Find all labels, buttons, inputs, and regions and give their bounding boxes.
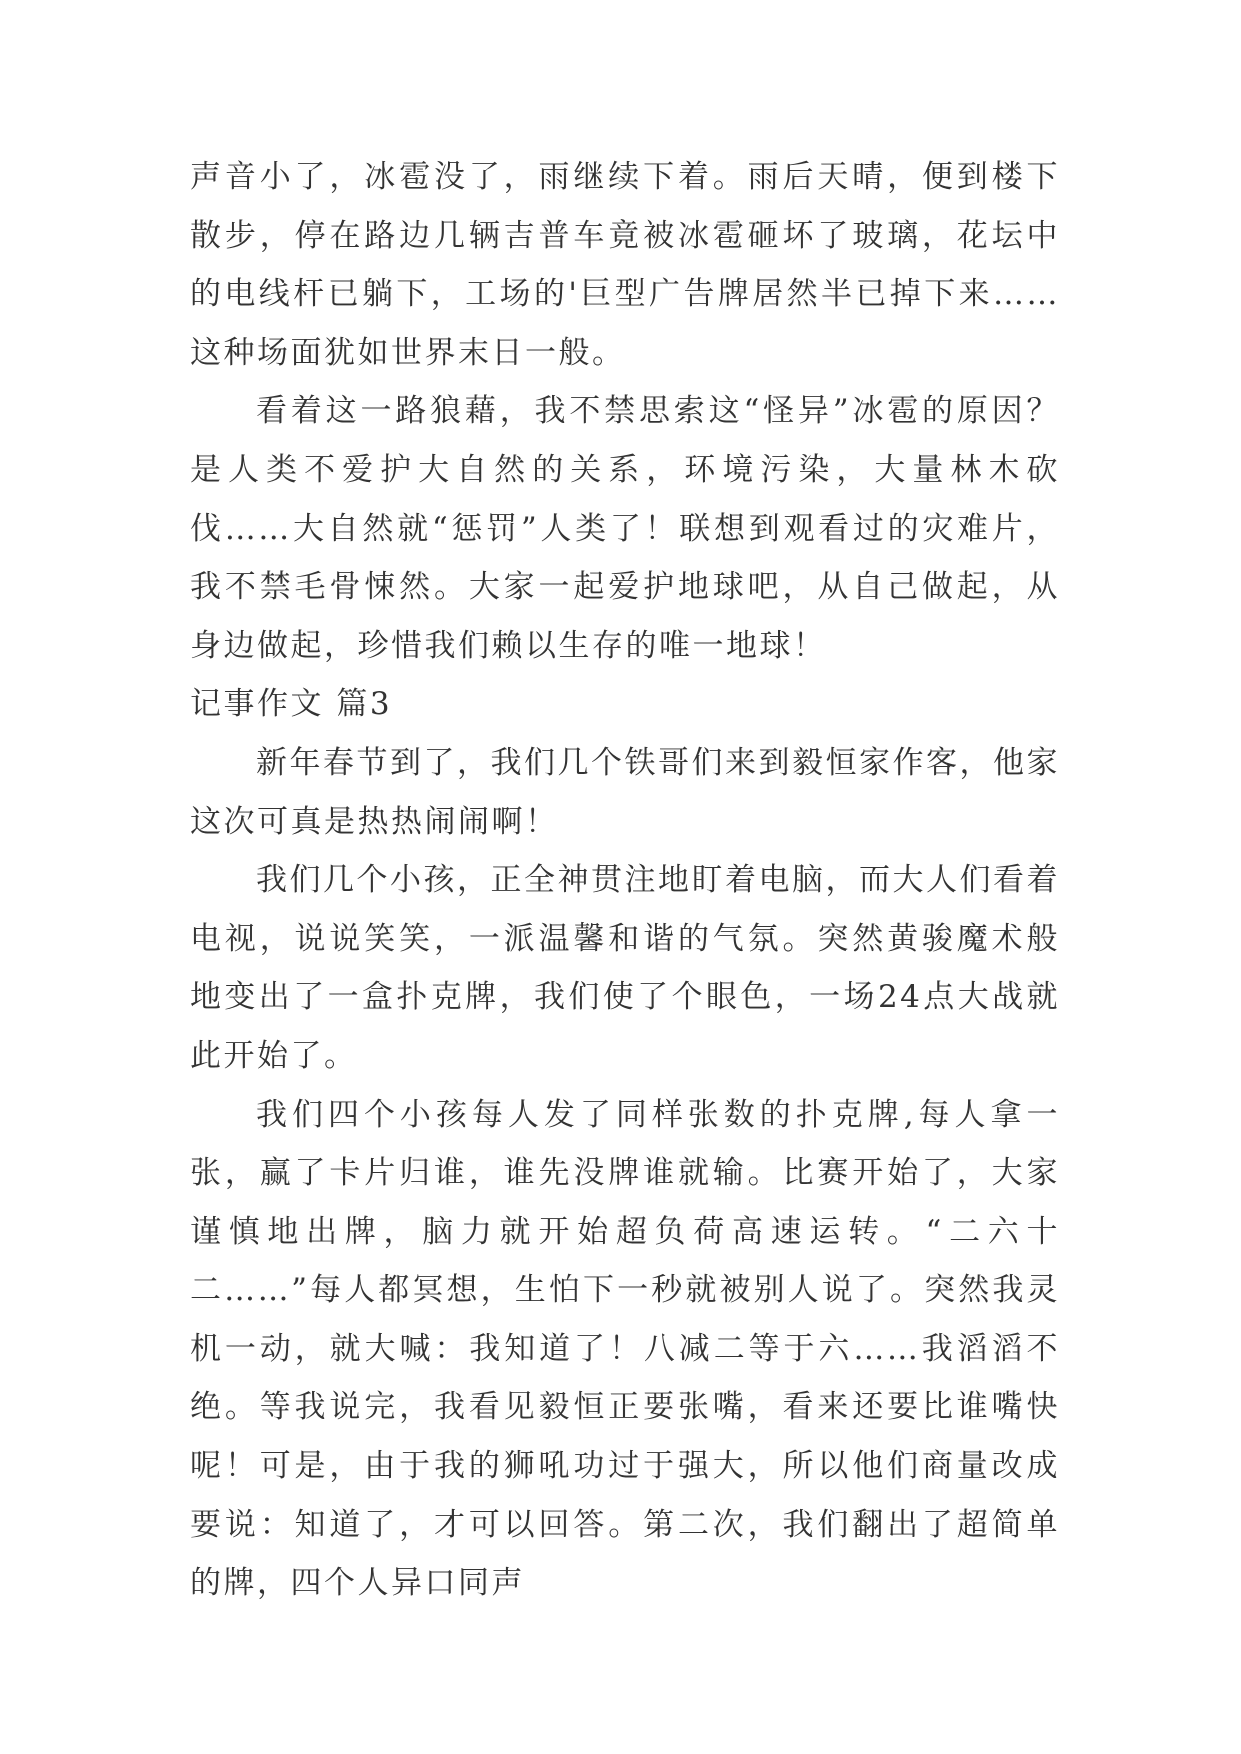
document-page — [190, 148, 1060, 1613]
section-heading: 记事作文 篇3 — [190, 686, 393, 723]
paragraph-card-game-start: 我们几个小孩，正全神贯注地盯着电脑，而大人们看着电视，说说笑笑，一派温馨和谐的气氛。突然黄骏魔术般地变出了一盒扑克牌，我们使了个眼色，一场24点大战就此开始了。 — [190, 862, 1060, 1074]
paragraph-hail-aftermath: 声音小了，冰雹没了，雨继续下着。雨后天晴，便到楼下散步，停在路边几辆吉普车竟被冰雹砸坏了玻璃，花坛中的电线杆已躺下，工场的'巨型广告牌居然半已掉下来……这种场面犹如世界末日一般。 — [190, 159, 1060, 371]
paragraph-card-game-rules: 我们四个小孩每人发了同样张数的扑克牌,每人拿一张，赢了卡片归谁，谁先没牌谁就输。比赛开始了，大家谨慎地出牌，脑力就开始超负荷高速运转。“二六十二……”每人都冥想，生怕下一秒就被别人说了。突然我灵机一动，就大喊：我知道了！八减二等于六……我滔滔不绝。等我说完，我看见毅恒正要张嘴，看来还要比谁嘴快呢！可是，由于我的狮吼功过于强大，所以他们商量改成要说：知道了，才可以回答。第二次，我们翻出了超简单的牌，四个人异口同声 — [190, 1096, 1060, 1602]
paragraph-new-year: 新年春节到了，我们几个铁哥们来到毅恒家作客，他家这次可真是热热闹闹啊！ — [190, 744, 1060, 840]
paragraph-reflection: 看着这一路狼藉，我不禁思索这“怪异”冰雹的原因？是人类不爱护大自然的关系，环境污染，大量林木砍伐……大自然就“惩罚”人类了！联想到观看过的灾难片，我不禁毛骨悚然。大家一起爱护地球吧，从自己做起，从身边做起，珍惜我们赖以生存的唯一地球！ — [190, 393, 1060, 664]
